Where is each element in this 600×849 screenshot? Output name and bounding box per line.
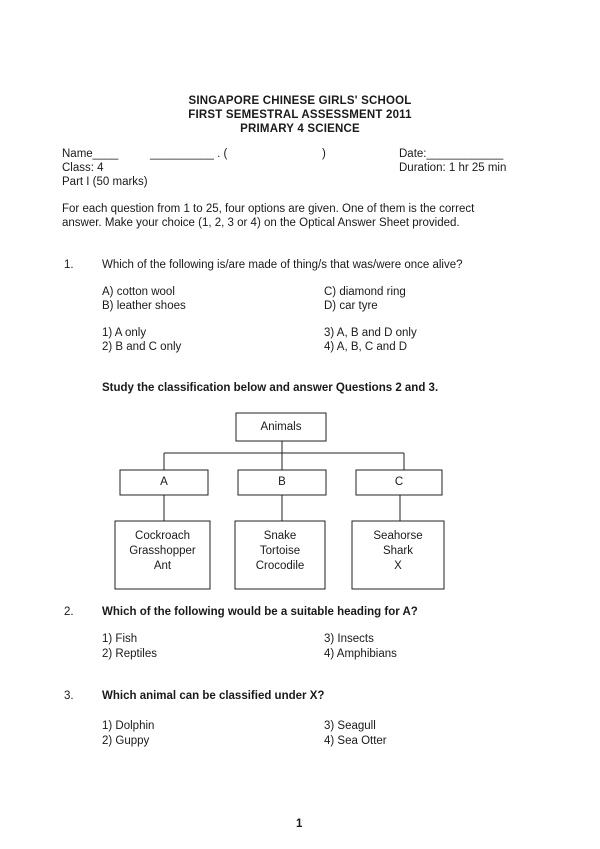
instructions-line-2: answer. Make your choice (1, 2, 3 or 4) on the Optical Answer Sheet provided. [62, 217, 460, 229]
q2-option-4: 4) Amphibians [324, 648, 397, 660]
exam-title: FIRST SEMESTRAL ASSESSMENT 2011 [188, 109, 412, 121]
member-a-2: Grasshopper [129, 545, 196, 557]
group-label-a: A [160, 476, 168, 488]
study-instruction: Study the classification below and answer Questions 2 and 3. [102, 382, 439, 394]
q3-option-3: 3) Seagull [324, 720, 376, 732]
q2-text: Which of the following would be a suitable heading for A? [102, 606, 418, 618]
index-close: ) [322, 148, 326, 160]
q1-item-a: A) cotton wool [102, 286, 175, 298]
q1-text: Which of the following is/are made of thing/s that was/were once alive? [102, 259, 463, 271]
q1-item-b: B) leather shoes [102, 300, 186, 312]
q1-item-d: D) car tyre [324, 300, 378, 312]
class-label: Class: 4 [62, 162, 104, 174]
instructions-line-1: For each question from 1 to 25, four options are given. One of them is the correct [62, 203, 475, 215]
member-c-2: Shark [382, 545, 414, 557]
group-label-b: B [278, 476, 286, 488]
q1-option-1: 1) A only [102, 327, 147, 339]
q1-option-2: 2) B and C only [102, 341, 182, 353]
q2-option-1: 1) Fish [102, 633, 138, 645]
duration-label: Duration: 1 hr 25 min [399, 162, 507, 174]
name-label: Name____ [62, 148, 119, 160]
school-name: SINGAPORE CHINESE GIRLS' SCHOOL [188, 95, 412, 107]
member-b-1: Snake [263, 530, 297, 542]
q3-option-4: 4) Sea Otter [324, 735, 387, 747]
q3-number: 3. [64, 690, 74, 702]
q3-option-2: 2) Guppy [102, 735, 150, 747]
q2-option-3: 3) Insects [324, 633, 374, 645]
member-b-2: Tortoise [259, 545, 301, 557]
page-number: 1 [296, 818, 303, 830]
group-label-c: C [394, 476, 404, 488]
name-blank: __________ . ( [150, 148, 228, 160]
date-label: Date:____________ [399, 148, 504, 160]
q1-number: 1. [64, 259, 74, 271]
q1-option-3: 3) A, B and D only [324, 327, 417, 339]
member-a-3: Ant [153, 560, 172, 572]
q1-option-4: 4) A, B, C and D [324, 341, 408, 353]
q2-number: 2. [64, 606, 74, 618]
diagram-root-label: Animals [260, 421, 302, 433]
member-c-3: X [394, 560, 402, 572]
q3-text: Which animal can be classified under X? [102, 690, 325, 702]
q1-item-c: C) diamond ring [324, 286, 406, 298]
subject-title: PRIMARY 4 SCIENCE [240, 123, 360, 135]
q2-option-2: 2) Reptiles [102, 648, 157, 660]
part-label: Part I (50 marks) [62, 176, 148, 188]
member-c-1: Seahorse [373, 530, 423, 542]
q3-option-1: 1) Dolphin [102, 720, 155, 732]
member-a-1: Cockroach [135, 530, 190, 542]
member-b-3: Crocodile [255, 560, 305, 572]
